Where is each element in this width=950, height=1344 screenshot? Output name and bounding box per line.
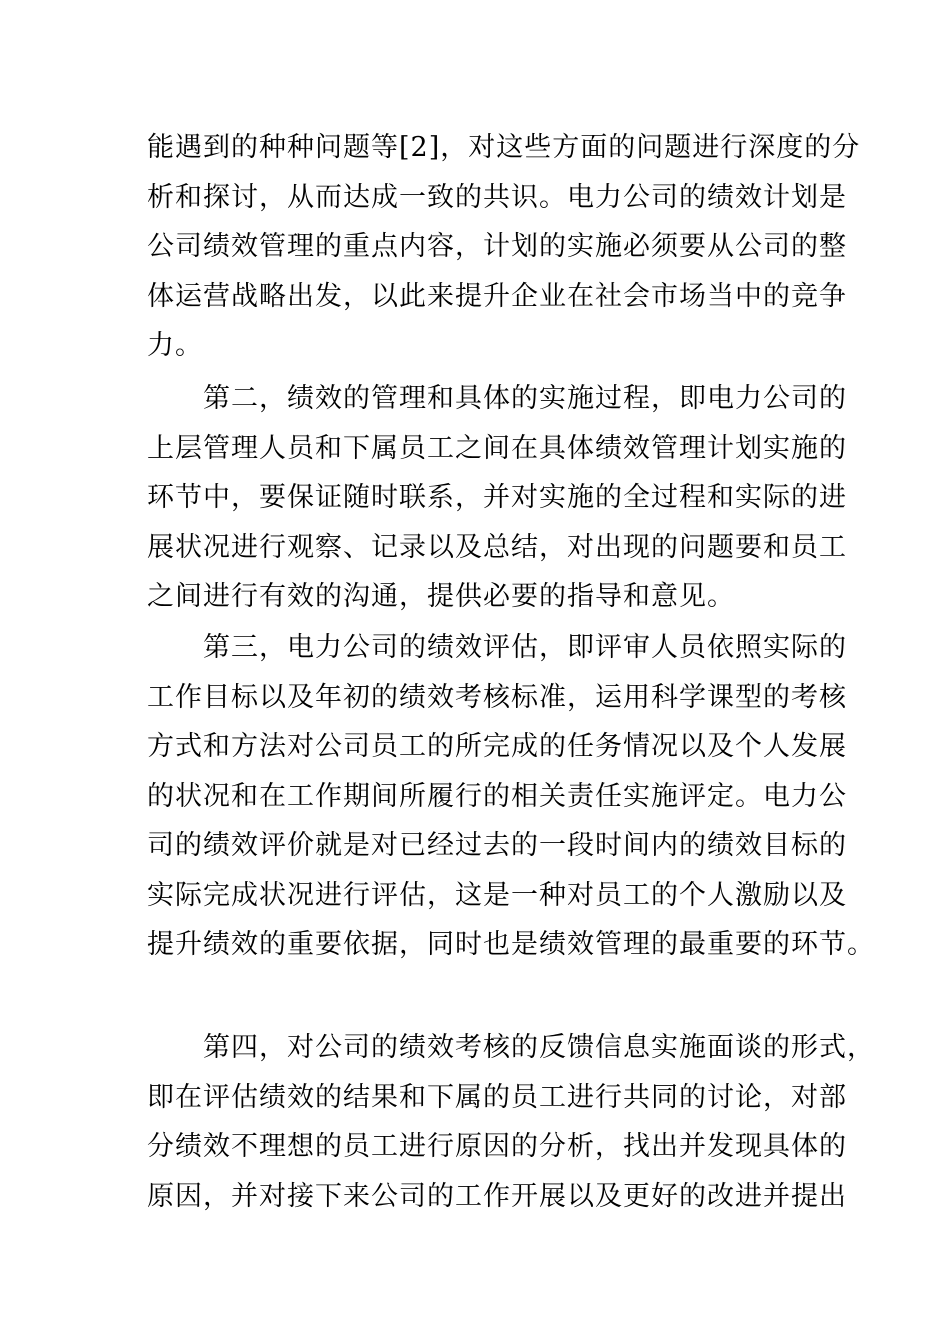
- text-line: 体运营战略出发，以此来提升企业在社会市场当中的竞争: [147, 281, 847, 312]
- text-line: 即在评估绩效的结果和下属的员工进行共同的讨论，对部: [147, 1082, 847, 1113]
- text-line: 方式和方法对公司员工的所完成的任务情况以及个人发展: [147, 731, 847, 762]
- text-line: 第四，对公司的绩效考核的反馈信息实施面谈的形式，: [147, 1032, 875, 1063]
- text-line: 上层管理人员和下属员工之间在具体绩效管理计划实施的: [147, 433, 847, 464]
- text-line: 之间进行有效的沟通，提供必要的指导和意见。: [147, 581, 735, 612]
- text-line: 的状况和在工作期间所履行的相关责任实施评定。电力公: [147, 781, 847, 812]
- text-line: 力。: [147, 330, 203, 361]
- text-line: 公司绩效管理的重点内容，计划的实施必须要从公司的整: [147, 231, 847, 262]
- text-line: 能遇到的种种问题等[2]，对这些方面的问题进行深度的分: [147, 132, 861, 163]
- text-line: 第二，绩效的管理和具体的实施过程，即电力公司的: [147, 383, 847, 414]
- text-line: 分绩效不理想的员工进行原因的分析，找出并发现具体的: [147, 1131, 847, 1162]
- text-line: 析和探讨，从而达成一致的共识。电力公司的绩效计划是: [147, 182, 847, 213]
- text-line: 司的绩效评价就是对已经过去的一段时间内的绩效目标的: [147, 830, 847, 861]
- text-line: 实际完成状况进行评估，这是一种对员工的个人激励以及: [147, 880, 847, 911]
- text-line: 第三，电力公司的绩效评估，即评审人员依照实际的: [147, 632, 847, 663]
- text-line: 展状况进行观察、记录以及总结，对出现的问题要和员工: [147, 532, 847, 563]
- text-line: 提升绩效的重要依据，同时也是绩效管理的最重要的环节。: [147, 929, 875, 960]
- text-line: 环节中，要保证随时联系，并对实施的全过程和实际的进: [147, 482, 847, 513]
- text-line: 工作目标以及年初的绩效考核标准，运用科学课型的考核: [147, 682, 847, 713]
- text-line: 原因，并对接下来公司的工作开展以及更好的改进并提出: [147, 1181, 847, 1212]
